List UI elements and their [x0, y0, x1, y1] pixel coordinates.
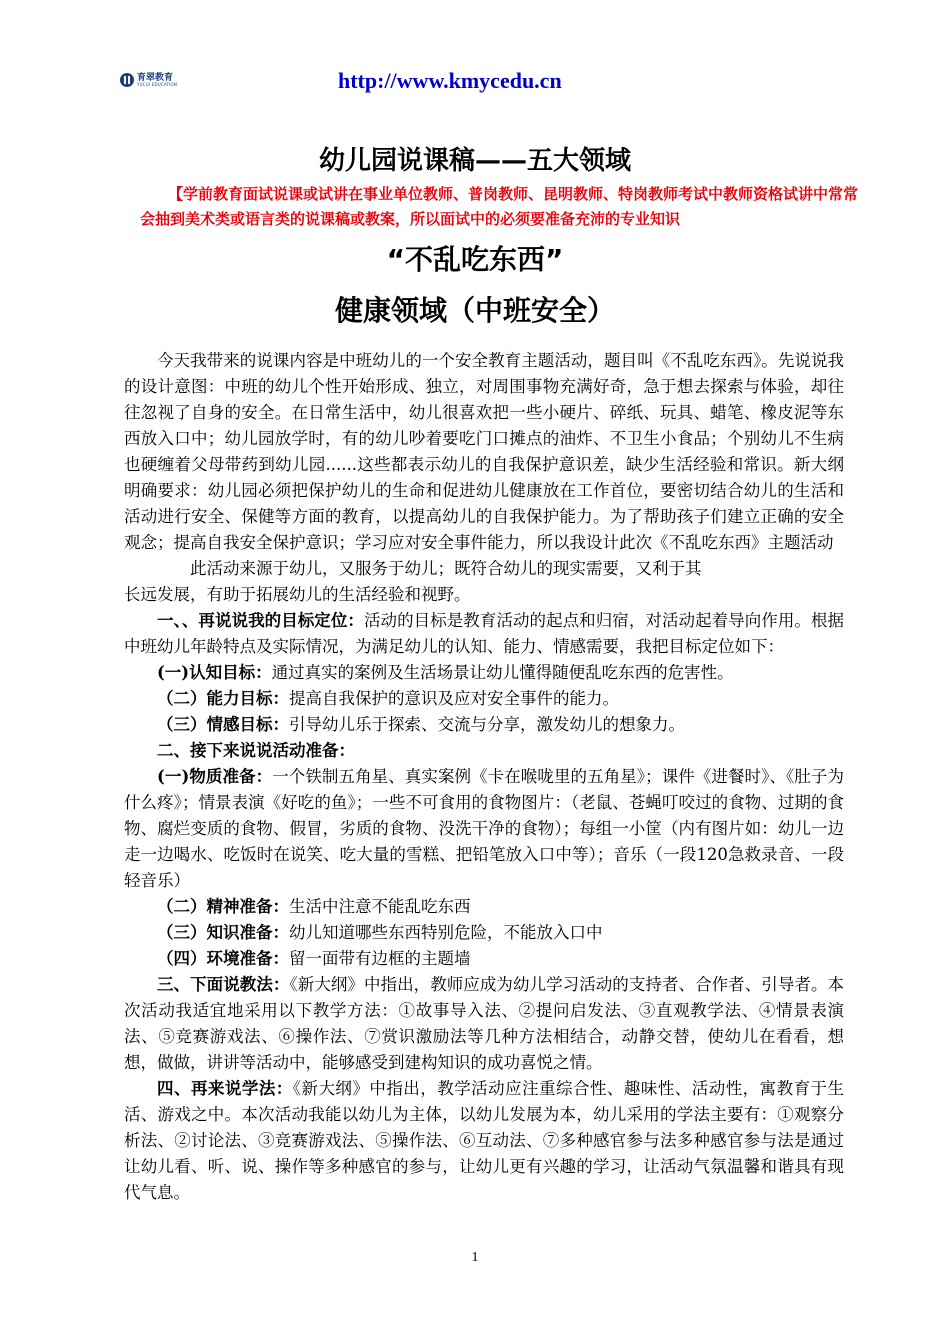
section-heading: 四、再来说学法： [157, 1079, 293, 1098]
brand-logo [120, 70, 182, 90]
page-header [0, 0, 950, 110]
prep-text: 幼儿知道哪些东西特别危险，不能放入口中 [289, 923, 603, 942]
site-url-link[interactable]: http://www.kmycedu.cn [338, 68, 562, 93]
goal-label: （二）能力目标： [157, 689, 289, 708]
prep-item-mental [124, 894, 844, 920]
section-text: 《新大纲》中指出，教师应成为幼儿学习活动的支持者、合作者、引导者。本次活动我适宜地采用以下教学方法：①故事导入法、②提问启发法、③直观教学法、④情景表演法、⑤竞赛游戏法、⑥操作法、⑦赏识激励法等几种方法相结合，动静交替，使幼儿在看看，想想，做做，讲讲等活动中，能够感受到建构知识的成功喜悦之情。 [124, 975, 845, 1072]
section-text: 活动的目标是教育活动的起点和归宿，对活动起着导向作用。根据中班幼儿年龄特点及实际情况，为满足幼儿的认知、能力、情感需要，我把目标定位如下： [124, 611, 845, 656]
exam-notice: 【学前教育面试说课或试讲在事业单位教师、普岗教师、昆明教师、特岗教师考试中教师资格试讲中常常会抽到美术类或语言类的说课稿或教案，所以面试中的必须要准备充沛的专业知识 [140, 185, 859, 228]
learning-methods-section [124, 1076, 844, 1206]
goal-item-emotion [124, 712, 844, 738]
prep-label: （四）环境准备： [157, 949, 289, 968]
prep-item-knowledge [124, 920, 844, 946]
goal-item-cognitive [124, 660, 844, 686]
intro-paragraph: 今天我带来的说课内容是中班幼儿的一个安全教育主题活动，题目叫《不乱吃东西》。先说说我的设计意图：中班的幼儿个性开始形成、独立，对周围事物充满好奇，急于想去探索与体验，却往往忽视了自身的安全。在日常生活中，幼儿很喜欢把一些小硬片、碎纸、玩具、蜡笔、橡皮泥等东西放入口中；幼儿园放学时，有的幼儿吵着要吃门口摊点的油炸、不卫生小食品；个别幼儿不生病也硬缠着父母带药到幼儿园......这些都表示幼儿的自我保护意识差，缺少生活经验和常识。新大纲明确要求：幼儿园必须把保护幼儿的生命和促进幼儿健康放在工作首位，要密切结合幼儿的生活和活动进行安全、保健等方面的教育，以提高幼儿的自我保护能力。为了帮助孩子们建立正确的安全观念；提高自我安全保护意识；学习应对安全事件能力，所以我设计此次《不乱吃东西》主题活动 [124, 351, 844, 552]
prep-item-environment [124, 946, 844, 972]
lesson-domain: 健康领域（中班安全） [334, 294, 615, 327]
goal-text: 通过真实的案例及生活场景让幼儿懂得随便乱吃东西的危害性。 [271, 663, 734, 682]
goal-text: 提高自我保护的意识及应对安全事件的能力。 [289, 689, 619, 708]
prep-item-material [124, 764, 844, 894]
goal-text: 引导幼儿乐于探索、交流与分享，激发幼儿的想象力。 [289, 715, 685, 734]
source-paragraph-line1: 此活动来源于幼儿，又服务于幼儿；既符合幼儿的现实需要，又利于其 [190, 559, 702, 578]
prep-label: （二）精神准备： [157, 897, 289, 916]
teaching-methods-section [124, 972, 844, 1076]
logo-chinese-text: 育翠教育 [137, 72, 174, 83]
document-body [124, 348, 844, 1206]
prep-label: （三）知识准备： [157, 923, 289, 942]
goals-section [124, 608, 844, 660]
page-number: 1 [471, 1250, 479, 1265]
goal-label: （三）情感目标： [157, 715, 289, 734]
prep-text: 留一面带有边框的主题墙 [289, 949, 471, 968]
lesson-topic: “不乱吃东西” [386, 243, 564, 276]
brand-logo-icon [120, 73, 134, 87]
prep-text: 生活中注意不能乱吃东西 [289, 897, 471, 916]
logo-english-text: YUCUI EDUCATION [137, 81, 178, 87]
document-title: 幼儿园说课稿——五大领域 [318, 146, 631, 176]
goal-label: (一)认知目标： [157, 663, 272, 682]
source-paragraph-line2: 长远发展，有助于拓展幼儿的生活经验和视野。 [124, 585, 471, 604]
goal-item-ability [124, 686, 844, 712]
prep-text: 一个铁制五角星、真实案例《卡在喉咙里的五角星》；课件《进餐时》、《肚子为什么疼》；情景表演《好吃的鱼》；一些不可食用的食物图片：（老鼠、苍蝇叮咬过的食物、过期的食物、腐烂变质的食物、假冒，劣质的食物、没洗干净的食物）；每组一小筐（内有图片如：幼儿一边走一边喝水、吃饭时在说笑、吃大量的雪糕、把铅笔放入口中等）；音乐（一段120急救录音、一段轻音乐） [124, 767, 844, 890]
section-heading: 一、、再说说我的目标定位： [157, 611, 364, 630]
prep-section-heading: 二、接下来说说活动准备： [157, 741, 355, 760]
section-text: 《新大纲》中指出，教学活动应注重综合性、趣味性、活动性，寓教育于生活、游戏之中。本次活动我能以幼儿为主体，以幼儿发展为本，幼儿采用的学法主要有：①观察分析法、②讨论法、③竞赛游戏法、⑤操作法、⑥互动法、⑦多种感官参与法多种感官参与法是通过让幼儿看、听、说、操作等多种感官的参与，让幼儿更有兴趣的学习，让活动气氛温馨和谐具有现代气息。 [124, 1079, 844, 1202]
prep-label: (一)物质准备： [157, 767, 273, 786]
section-heading: 三、下面说教法： [157, 975, 290, 994]
